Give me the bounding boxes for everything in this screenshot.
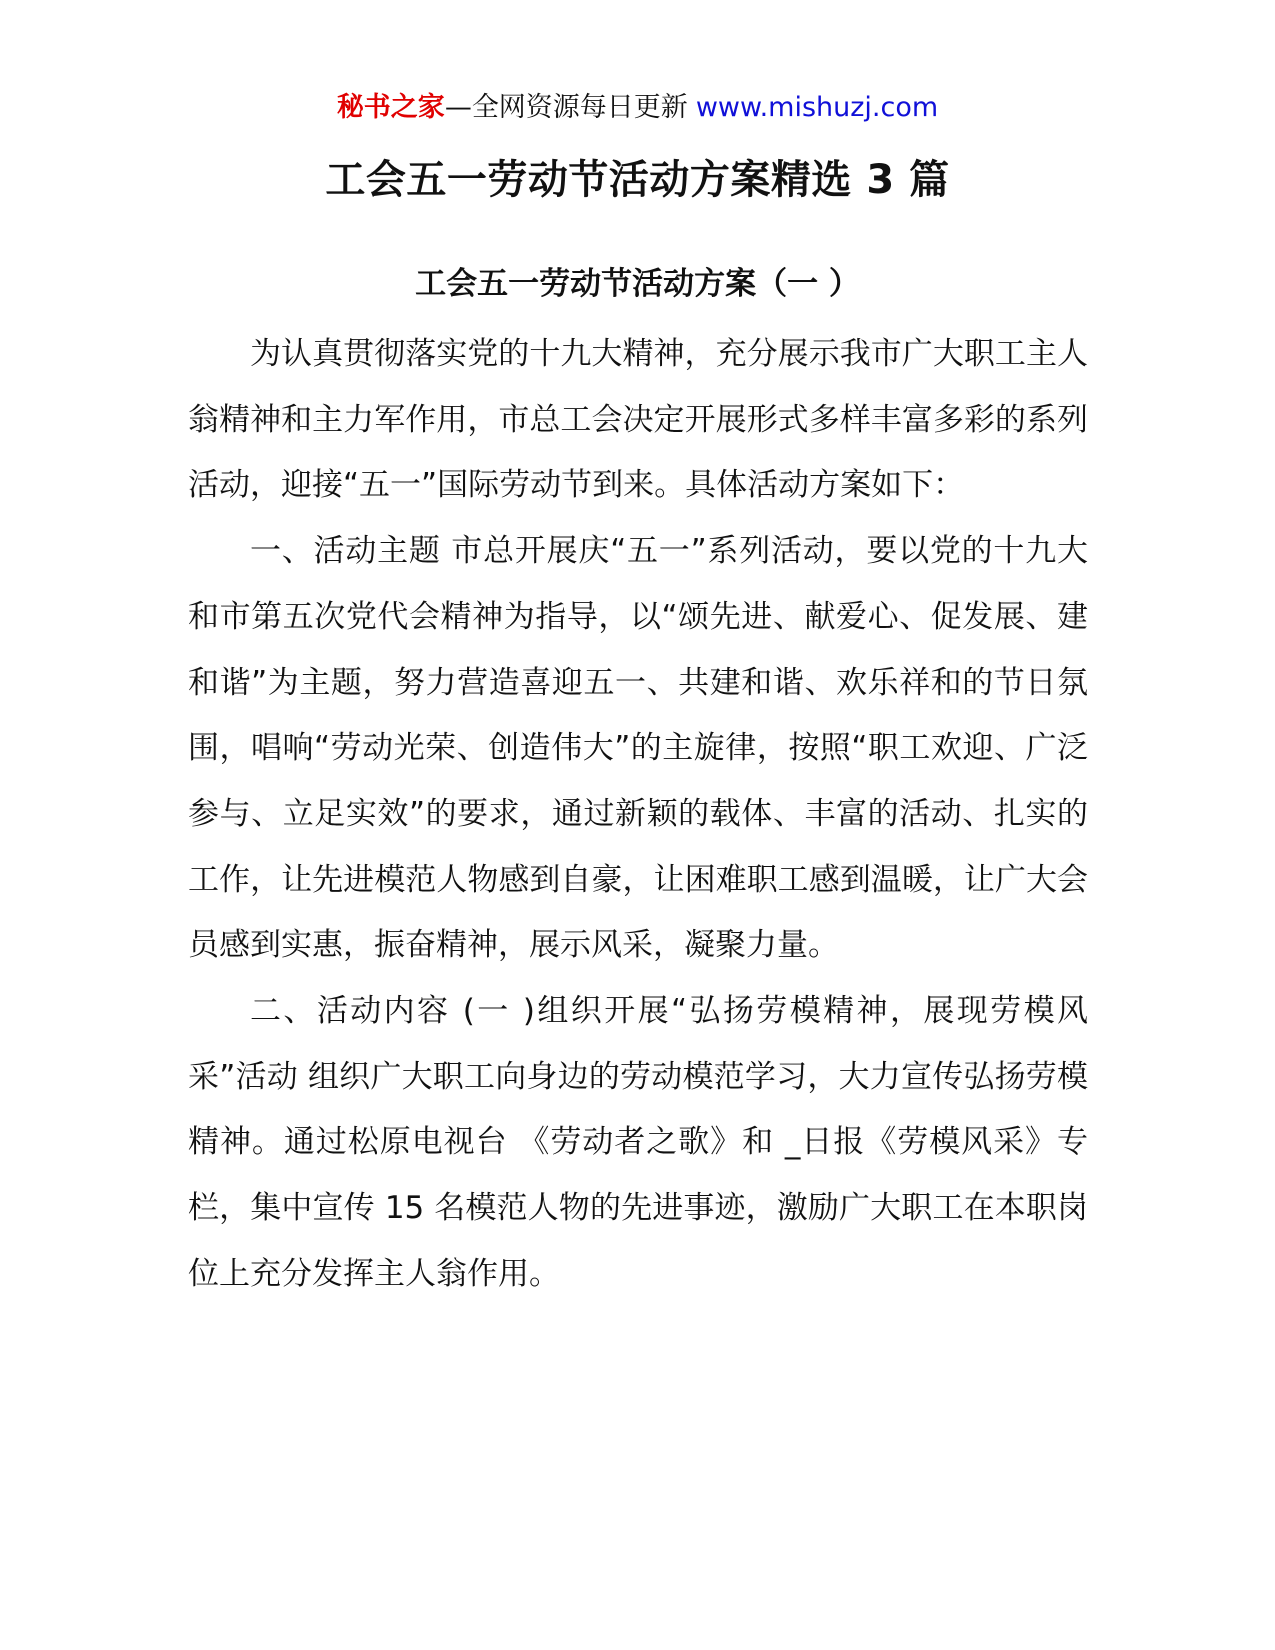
- paragraph-intro: 为认真贯彻落实党的十九大精神，充分展示我市广大职工主人翁精神和主力军作用，市总工会决定开展形式多样丰富多彩的系列活动，迎接“五一”国际劳动节到来。具体活动方案如下：: [188, 336, 1088, 504]
- site-url-link[interactable]: www.mishuzj.com: [695, 92, 939, 123]
- site-header: [0, 88, 1275, 128]
- paragraph-theme: 一、活动主题 市总开展庆“五一”系列活动，要以党的十九大和市第五次党代会精神为指导，以“颂先进、献爱心、促发展、建和谐”为主题，努力营造喜迎五一、共建和谐、欢乐祥和的节日氛围，唱响“劳动光荣、创造伟大”的主旋律，按照“职工欢迎、广泛参与、立足实效”的要求，通过新颖的载体、丰富的活动、扎实的工作，让先进模范人物感到自豪，让困难职工感到温暖，让广大会员感到实惠，振奋精神，展示风采，凝聚力量。: [188, 533, 1088, 964]
- brand-name: 秘书之家: [336, 92, 445, 123]
- header-tagline: —全网资源每日更新: [444, 92, 688, 123]
- section-title: 工会五一劳动节活动方案（一 ）: [415, 266, 860, 302]
- document-body: [188, 322, 1088, 1308]
- document-title: 工会五一劳动节活动方案精选 3 篇: [325, 157, 950, 203]
- paragraph-content: 二、活动内容 (一 )组织开展“弘扬劳模精神，展现劳模风采”活动 组织广大职工向身边的劳动模范学习，大力宣传弘扬劳模精神。通过松原电视台 《劳动者之歌》和 _日报《劳模风采》专栏，集中宣传 15 名模范人物的先进事迹，激励广大职工在本职岗位上充分发挥主人翁作用。: [188, 993, 1088, 1292]
